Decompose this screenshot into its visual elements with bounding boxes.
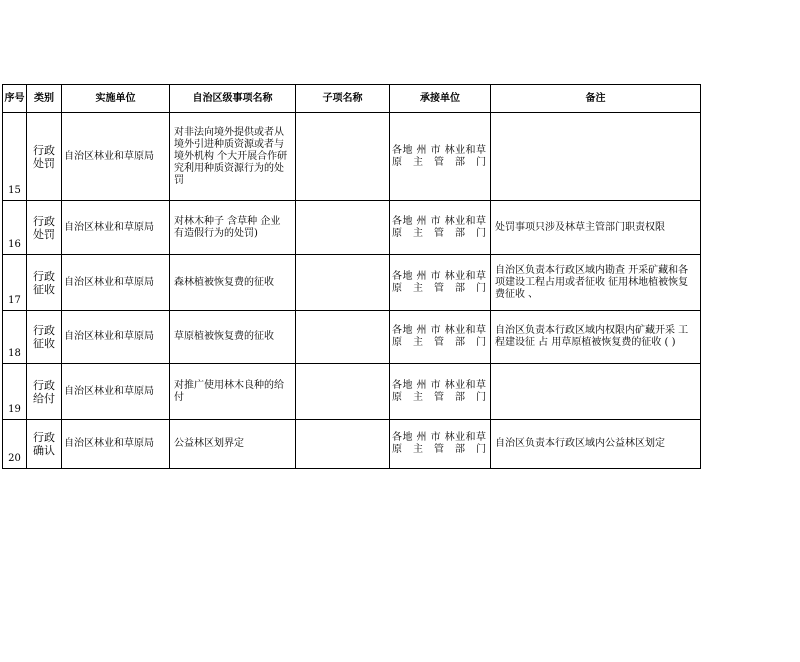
cell-note: 自治区负责本行政区域内权限内矿藏开采 工程建设征 占 用草原植被恢复费的征收 ( ) <box>491 311 701 364</box>
category-line: 行政 处罚 <box>33 214 55 241</box>
cell-item: 森林植被恢复费的征收 <box>170 255 296 311</box>
header-subitem: 子项名称 <box>296 85 390 113</box>
cell-seq: 15 <box>3 113 27 201</box>
cell-subitem <box>296 113 390 201</box>
matters-table <box>2 84 701 469</box>
cell-holder: 各地 州 市 林业和草原主管部门 <box>390 255 491 311</box>
category-line: 行政 确认 <box>33 431 55 457</box>
catalog-sheet <box>2 84 700 469</box>
table-row <box>3 201 701 255</box>
cell-seq: 18 <box>3 311 27 364</box>
cell-subitem <box>296 311 390 364</box>
table-row <box>3 311 701 364</box>
cell-category <box>27 364 62 420</box>
category-line: 行政 征收 <box>33 269 55 296</box>
cell-seq: 19 <box>3 364 27 420</box>
cell-unit: 自治区林业和草原局 <box>62 420 170 469</box>
cell-category <box>27 255 62 311</box>
cell-unit: 自治区林业和草原局 <box>62 201 170 255</box>
cell-item: 对非法向境外提供或者从境外引进种质资源或者与境外机构 个大开展合作研究利用种质资源行为的处罚 <box>170 113 296 201</box>
cell-note: 自治区负责本行政区域内公益林区划定 <box>491 420 701 469</box>
cell-unit: 自治区林业和草原局 <box>62 311 170 364</box>
header-seq: 序号 <box>3 85 27 113</box>
cell-subitem <box>296 255 390 311</box>
cell-unit: 自治区林业和草原局 <box>62 364 170 420</box>
table-row <box>3 420 701 469</box>
header-holder: 承接单位 <box>390 85 491 113</box>
cell-subitem <box>296 201 390 255</box>
cell-note <box>491 364 701 420</box>
cell-holder: 各地 州 市 林业和草原主管部门 <box>390 201 491 255</box>
cell-seq: 17 <box>3 255 27 311</box>
cell-item: 公益林区划界定 <box>170 420 296 469</box>
table-row <box>3 255 701 311</box>
cell-holder: 各地 州 市 林业和草原主管部门 <box>390 364 491 420</box>
table-row <box>3 364 701 420</box>
header-row <box>3 85 701 113</box>
cell-category <box>27 201 62 255</box>
cell-note <box>491 113 701 201</box>
cell-item: 草原植被恢复费的征收 <box>170 311 296 364</box>
cell-subitem <box>296 420 390 469</box>
header-category: 类别 <box>27 85 62 113</box>
category-line: 行政 给付 <box>33 378 55 405</box>
cell-note: 处罚事项只涉及林草主管部门职责权限 <box>491 201 701 255</box>
cell-category <box>27 420 62 469</box>
cell-category <box>27 113 62 201</box>
cell-holder: 各地 州 市 林业和草原主管部门 <box>390 311 491 364</box>
cell-seq: 16 <box>3 201 27 255</box>
cell-unit: 自治区林业和草原局 <box>62 113 170 201</box>
header-unit: 实施单位 <box>62 85 170 113</box>
cell-seq: 20 <box>3 420 27 469</box>
cell-unit: 自治区林业和草原局 <box>62 255 170 311</box>
table-row <box>3 113 701 201</box>
cell-subitem <box>296 364 390 420</box>
cell-category <box>27 311 62 364</box>
cell-item: 对推广使用林木良种的给付 <box>170 364 296 420</box>
cell-note: 自治区负责本行政区域内勘查 开采矿藏和各项建设工程占用或者征收 征用林地植被恢复费征收 、 <box>491 255 701 311</box>
cell-item: 对林木种子 含草种 企业有造假行为的处罚) <box>170 201 296 255</box>
cell-holder: 各地 州 市 林业和草原主管部门 <box>390 420 491 469</box>
cell-holder: 各地 州 市 林业和草原主管部门 <box>390 113 491 201</box>
header-note: 备注 <box>491 85 701 113</box>
header-item: 自治区级事项名称 <box>170 85 296 113</box>
category-line: 行政 征收 <box>33 324 55 350</box>
category-line: 行政 处罚 <box>33 143 55 170</box>
